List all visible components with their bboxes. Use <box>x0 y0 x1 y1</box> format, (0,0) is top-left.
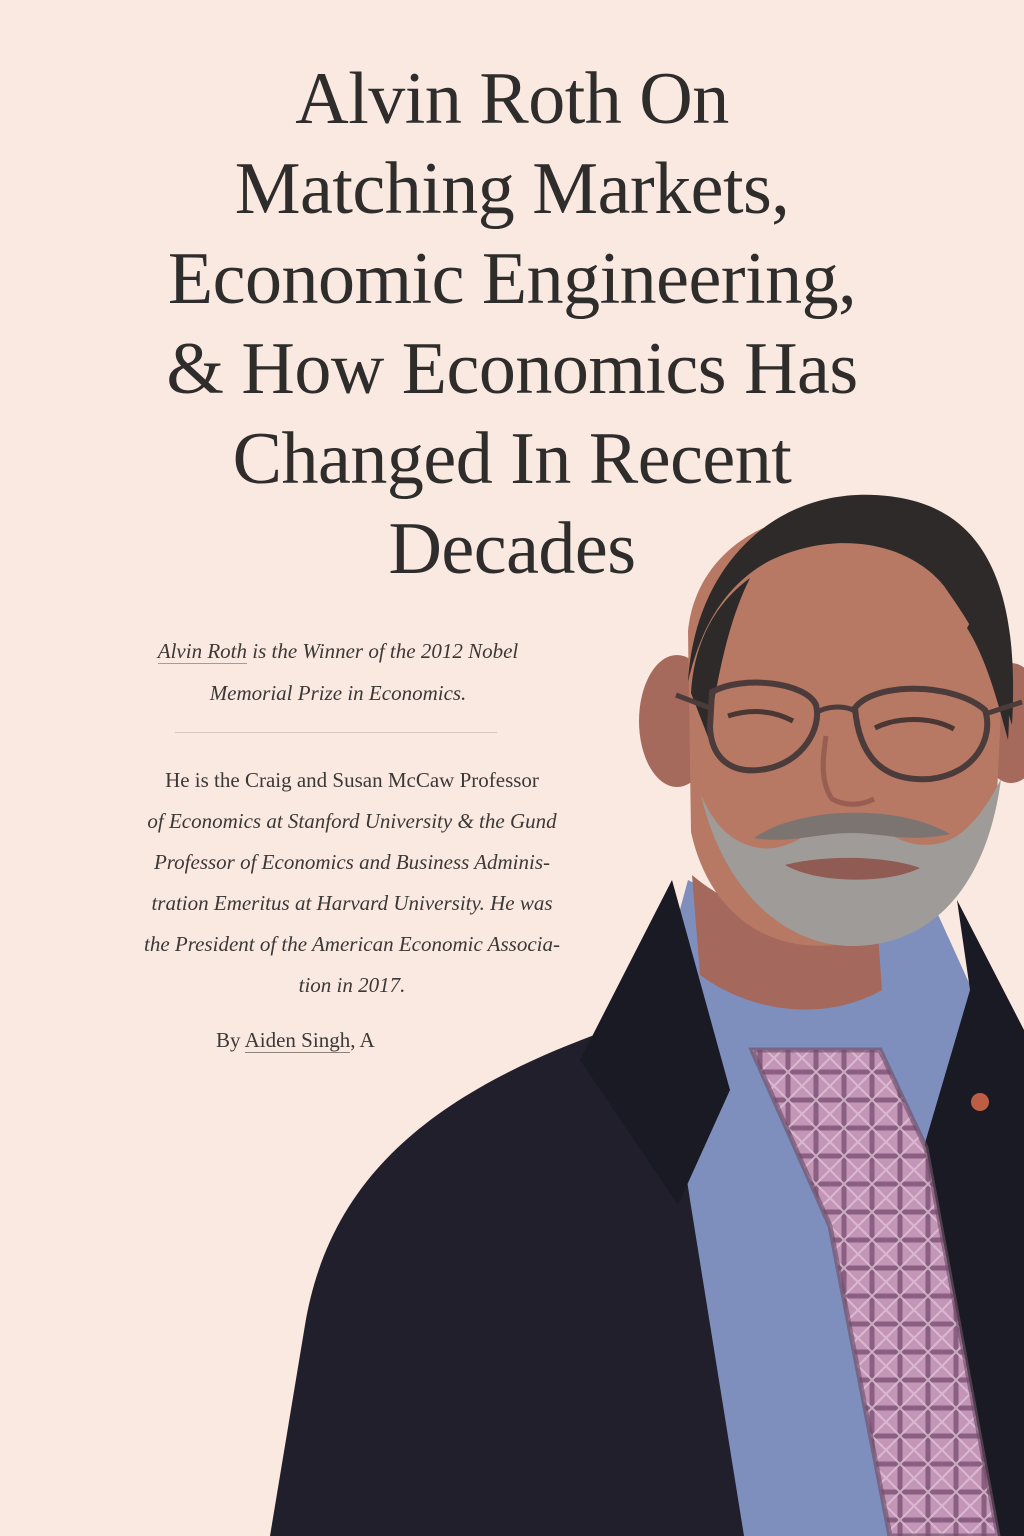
byline-suffix: , A <box>350 1028 375 1052</box>
author-link[interactable]: Aiden Singh <box>244 1028 351 1052</box>
headline-line-1: Alvin Roth On <box>295 58 729 140</box>
headline-line-5: Changed In Recent <box>232 418 792 500</box>
bio-line-4: tration Emeritus at Harvard University. He was <box>151 891 553 915</box>
portrait-group <box>270 495 1024 1536</box>
person-portrait-icon <box>270 470 1024 1536</box>
alvin-roth-link[interactable]: Alvin Roth <box>157 639 247 663</box>
bio-line-1: He is the Craig and Susan McCaw Professor <box>165 768 539 792</box>
headline-line-6: Decades <box>388 508 636 590</box>
headline-line-4: & How Economics Has <box>166 328 858 410</box>
bio-line-5: the President of the American Economic Associa- <box>143 932 561 956</box>
bio-line-2: of Economics at Stanford University & the Gund <box>147 809 557 833</box>
headline-line-2: Matching Markets, <box>234 148 790 230</box>
headline-line-3: Economic Engineering, <box>167 238 857 320</box>
bio-line-3: Professor of Economics and Business Adminis- <box>153 850 551 874</box>
intro-line-2: Memorial Prize in Economics. <box>209 681 467 705</box>
byline-prefix: By <box>216 1028 245 1052</box>
intro-line-1-text: is the Winner of the 2012 Nobel <box>247 639 519 663</box>
bio-line-6: tion in 2017. <box>298 973 406 997</box>
